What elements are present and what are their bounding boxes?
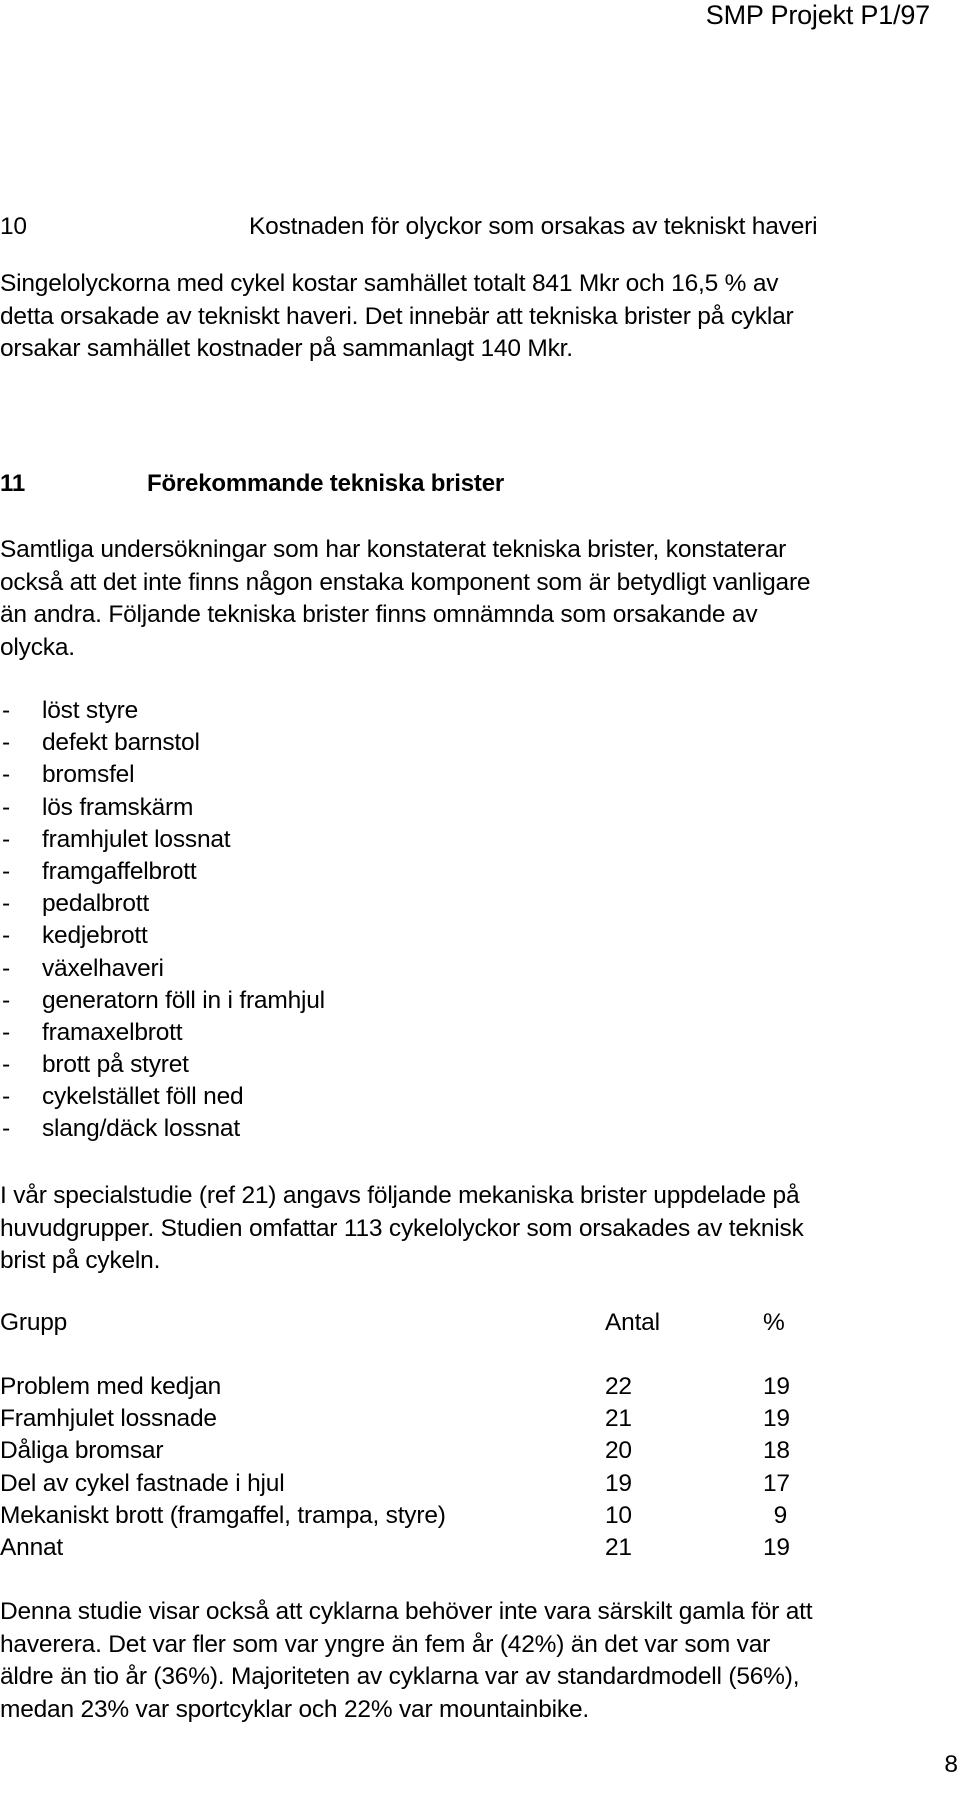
list-item-text: bromsfel (42, 761, 135, 789)
list-bullet: - (2, 922, 10, 950)
table-cell-group: Dåliga bromsar (0, 1437, 164, 1465)
table-cell-count: 19 (605, 1469, 632, 1497)
list-bullet: - (2, 1083, 10, 1111)
table-cell-group: Mekaniskt brott (framgaffel, trampa, styre) (0, 1501, 446, 1529)
table-cell-percent: 18 (763, 1437, 790, 1465)
paragraph-line: detta orsakade av tekniskt haveri. Det innebär att tekniska brister på cyklar (0, 302, 794, 330)
table-cell-percent: 19 (763, 1533, 790, 1561)
list-item-text: framgaffelbrott (42, 857, 197, 885)
list-bullet: - (2, 761, 10, 789)
paragraph-line: Singelolyckorna med cykel kostar samhället totalt 841 Mkr och 16,5 % av (0, 270, 779, 297)
paragraph-line: Samtliga undersökningar som har konstaterat tekniska brister, konstaterar (0, 536, 787, 563)
page-header-title: SMP Projekt P1/97 (705, 0, 930, 30)
paragraph-line: haverera. Det var fler som var yngre än fem år (42%) än det var som var (0, 1630, 771, 1658)
paragraph-line: olycka. (0, 633, 75, 661)
paragraph-line: orsakar samhället kostnader på sammanlagt 140 Mkr. (0, 335, 573, 362)
paragraph-line: äldre än tio år (36%). Majoriteten av cyklarna var av standardmodell (56%), (0, 1663, 800, 1690)
section-10-title: Kostnaden för olyckor som orsakas av tekniskt haveri (249, 213, 818, 240)
paragraph-line: medan 23% var sportcyklar och 22% var mountainbike. (0, 1695, 589, 1723)
paragraph-line: I vår specialstudie (ref 21) angavs följande mekaniska brister uppdelade på (0, 1182, 800, 1209)
table-cell-count: 21 (605, 1405, 632, 1433)
list-item-text: pedalbrott (42, 890, 149, 918)
list-item-text: löst styre (42, 697, 139, 724)
list-item-text: kedjebrott (42, 922, 148, 950)
table-cell-count: 20 (605, 1437, 632, 1465)
list-bullet: - (2, 697, 10, 724)
table-cell-group: Annat (0, 1533, 64, 1561)
list-item-text: växelhaveri (42, 954, 164, 982)
list-bullet: - (2, 729, 10, 757)
section-11-paragraph (0, 534, 810, 664)
conclusion-paragraph (0, 1596, 812, 1726)
list-item-text: framaxelbrott (42, 1018, 183, 1046)
table-cell-group: Del av cykel fastnade i hjul (0, 1469, 285, 1497)
table-cell-percent: 19 (763, 1405, 790, 1433)
section-11-title: Förekommande tekniska brister (147, 470, 505, 497)
table-cell-percent: 9 (773, 1501, 787, 1529)
paragraph-line: än andra. Följande tekniska brister finns omnämnda som orsakande av (0, 601, 758, 628)
list-bullet: - (2, 857, 10, 885)
list-item-text: cykelstället föll ned (42, 1083, 244, 1111)
paragraph-line: också att det inte finns någon enstaka komponent som är betydligt vanligare (0, 568, 811, 596)
table-cell-count: 21 (605, 1533, 632, 1561)
column-header-percent: % (763, 1309, 785, 1336)
list-item-text: generatorn föll in i framhjul (42, 986, 325, 1014)
list-bullet: - (2, 793, 10, 821)
section-11-number: 11 (0, 470, 25, 497)
list-item-text: defekt barnstol (42, 729, 200, 757)
section-10-paragraph (0, 268, 794, 366)
table-cell-group: Framhjulet lossnade (0, 1405, 217, 1433)
table-cell-group: Problem med kedjan (0, 1373, 222, 1400)
page-number: 8 (944, 1751, 958, 1778)
paragraph-line: huvudgrupper. Studien omfattar 113 cykelolyckor som orsakades av teknisk (0, 1214, 804, 1242)
list-item-text: brott på styret (42, 1051, 189, 1079)
table-cell-percent: 19 (763, 1373, 790, 1400)
list-bullet: - (2, 986, 10, 1014)
list-item-text: lös framskärm (42, 793, 194, 821)
paragraph-line: Denna studie visar också att cyklarna behöver inte vara särskilt gamla för att (0, 1598, 813, 1625)
list-bullet: - (2, 1051, 10, 1079)
table-cell-count: 10 (605, 1501, 632, 1529)
list-item-text: framhjulet lossnat (42, 825, 231, 853)
column-header-count: Antal (605, 1309, 660, 1336)
column-header-group: Grupp (0, 1309, 68, 1336)
study-paragraph (0, 1180, 804, 1278)
paragraph-line: brist på cykeln. (0, 1247, 161, 1274)
list-bullet: - (2, 890, 10, 918)
list-item-text: slang/däck lossnat (42, 1115, 240, 1143)
list-bullet: - (2, 1018, 10, 1046)
section-10-number: 10 (0, 213, 27, 240)
list-bullet: - (2, 825, 10, 853)
list-bullet: - (2, 954, 10, 982)
list-bullet: - (2, 1115, 10, 1143)
table-cell-percent: 17 (763, 1469, 790, 1497)
table-cell-count: 22 (605, 1373, 632, 1400)
